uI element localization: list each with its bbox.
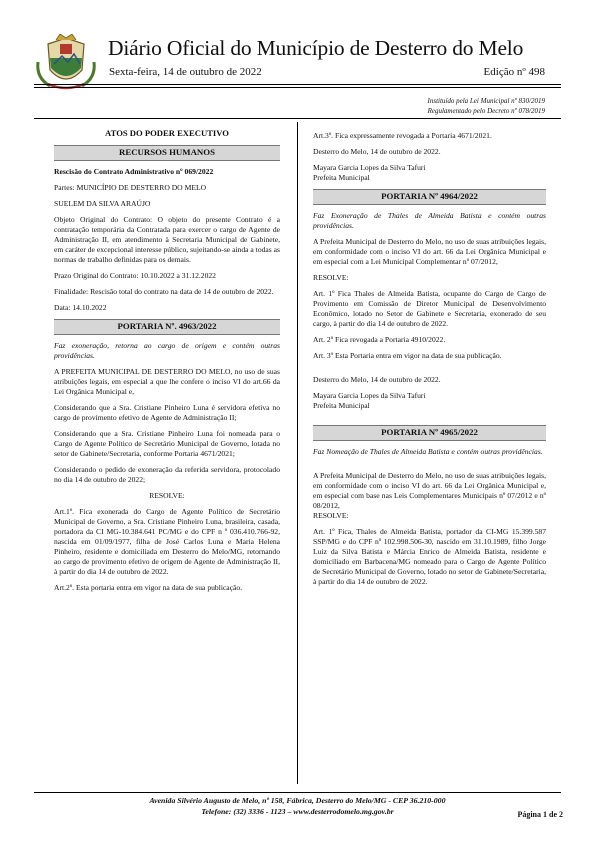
portaria-4965-title: PORTARIA Nº 4965/2022 bbox=[313, 425, 546, 441]
portaria-4964-ementa: Faz Exoneração de Thales de Almeida Batista e contém outras providências. bbox=[313, 210, 546, 230]
rescisao-title: Rescisão do Contrato Administrativo nº 069/2022 bbox=[54, 166, 214, 176]
rescisao-prazo: Prazo Original do Contrato: 10.10.2022 a 31.12.2022 bbox=[54, 271, 216, 281]
portaria-4963-art1: Art.1º. Fica exonerada do Cargo de Agente Político de Secretário Municipal de Governo, a Sra. Cristiane Pinheiro Luna, brasileira, casada, portadora da CI MG-10.384.641 PC/MG e do CPF n º 036.410.766-92, nascida em 01/09/1977, filha de José Carlos Luna e Maria Helena Pinheiro, residente e domiciliada em Desterro do Melo/MG, retornando ao cargo de provimento efetivo de origem de Agente de Administração II, à partir do dia 14 de outubro de 2022. bbox=[54, 506, 280, 577]
header-rule-thin bbox=[34, 87, 561, 88]
portaria-4963-art3: Art.3º. Fica expressamente revogada a Portaria 4671/2021. bbox=[313, 131, 492, 140]
signature-name-2: Mayara Garcia Lopes da Silva Tafuri bbox=[313, 390, 426, 400]
publication-date: Sexta-feira, 14 de outubro de 2022 bbox=[109, 66, 262, 78]
institution-line: Instituído pela Lei Municipal nº 830/2019 bbox=[427, 97, 545, 105]
portaria-4964-art2: Art. 2º Fica revogada a Portaria 4910/2022. bbox=[313, 334, 446, 344]
rescisao-finalidade: Finalidade: Rescisão total do contrato na data de 14 de outubro de 2022. bbox=[54, 287, 274, 297]
portaria-4965-resolve: RESOLVE: bbox=[313, 510, 349, 520]
right-column bbox=[313, 131, 546, 593]
portaria-4964-preamble: A Prefeita Municipal de Desterro do Melo, no uso de suas atribuições legais, em conformidade com o inciso VI do art. 66 da Lei Orgânica Municipal e em especial com a Lei Municipal Complementar nº 07/2012, bbox=[313, 236, 546, 266]
regulation-line: Regulamentado pelo Decreto nº 078/2019 bbox=[427, 107, 545, 115]
footer-rule bbox=[34, 792, 561, 793]
portaria-4964-art3: Art. 3º Esta Portaria entra em vigor na data de sua publicação. bbox=[313, 350, 502, 360]
portaria-4963-considerando-3: Considerando o pedido de exoneração da referida servidora, protocolado no dia 14 de outubro de 2022; bbox=[54, 464, 280, 484]
column-divider bbox=[297, 122, 298, 784]
portaria-4963-considerando-2: Considerando que a Sra. Cristiane Pinheiro Luna foi nomeada para o Cargo de Agente Político de Secretário Municipal de Governo, lotada no setor de Gabinete/Secretaria, conforme Portaria 4671/2021; bbox=[54, 428, 280, 458]
signature-role-2: Prefeita Municipal bbox=[313, 400, 370, 410]
section-heading-executive: ATOS DO PODER EXECUTIVO bbox=[105, 128, 229, 138]
portaria-4965-preamble: A Prefeita Municipal de Desterro do Melo, no uso de suas atribuições legais, em conformidade com o inciso VI do art. 66 da Lei Orgânica Municipal e, em especial com base nas Leis Complementares Municipais nº 07/2012 e nº 08/2012, bbox=[313, 470, 546, 510]
portaria-4964-resolve: RESOLVE: bbox=[313, 272, 349, 282]
rescisao-objeto: Objeto Original do Contrato: O objeto do presente Contrato é a contratação temporária da Contratada para exercer o cargo de Agente de Administração II, em atendimento à Secretaria Municipal de Gabinete, em caráter de excepcional interesse público, sujeitando-se ainda a todas as normas de trabalho definidas para os demais. bbox=[54, 215, 280, 265]
signature-date-1: Desterro do Melo, 14 de outubro de 2022. bbox=[313, 147, 441, 157]
rescisao-name: SUELEM DA SILVA ARAÚJO bbox=[54, 198, 151, 208]
signature-name-1: Mayara Garcia Lopes da Silva Tafuri bbox=[313, 163, 426, 173]
footer-address: Avenida Silvério Augusto de Melo, nº 158, Fábrica, Desterro do Melo/MG - CEP 36.210-000 bbox=[149, 796, 446, 805]
rescisao-partes: Partes: MUNICÍPIO DE DESTERRO DO MELO bbox=[54, 182, 207, 192]
left-column bbox=[54, 128, 280, 599]
portaria-4963-art2: Art.2º. Esta portaria entra em vigor na data de sua publicação. bbox=[54, 583, 243, 593]
portaria-4965-art1: Art. 1º Fica, Thales de Almeida Batista, portador da CI-MG 15.399.587 SSP/MG e do CPF nº 102.998.506-30, nascido em 31.10.1989, filho Jorge Luiz da Silva Batista e Márcia Enrico de Almeida Batista, residente e domiciliado em Barbacena/MG nomeado para o Cargo de Agente Político de Secretário Municipal de Governo, lotado no setor de Gabinete/Secretaria, à partir do dia 14 de outubro de 2022. bbox=[313, 526, 546, 586]
signature-date-2: Desterro do Melo, 14 de outubro de 2022. bbox=[313, 374, 441, 384]
portaria-4963-preamble: A PREFEITA MUNICIPAL DE DESTERRO DO MELO, no uso de suas atribuições legais, em especial a que lhe confere o inciso VI do art.66 da Lei Orgânica Municipal e, bbox=[54, 366, 280, 396]
rescisao-data: Data: 14.10.2022 bbox=[54, 303, 107, 313]
portaria-4963-title: PORTARIA Nº. 4963/2022 bbox=[54, 319, 280, 335]
signature-role-1: Prefeita Municipal bbox=[313, 173, 370, 183]
section-banner-hr: RECURSOS HUMANOS bbox=[54, 145, 280, 161]
page-number: Página 1 de 2 bbox=[517, 810, 563, 819]
footer bbox=[0, 796, 595, 817]
municipal-coat-of-arms-icon bbox=[34, 34, 98, 94]
portaria-4963-considerando-1: Considerando que a Sra. Cristiane Pinheiro Luna é servidora efetiva no cargo de provimento efetivo de Agente de Administração II; bbox=[54, 402, 280, 422]
portaria-4964-art1: Art. 1º Fica Thales de Almeida Batista, ocupante do Cargo de Cargo de Provimento em Comissão de Diretor Municipal de Desenvolvimento Econômico, lotado no Setor de Gabinete e Secretaria, exonerado de seu cargo, à partir do dia 14 de outubro de 2022. bbox=[313, 288, 546, 328]
portaria-4963-resolve: RESOLVE: bbox=[149, 490, 185, 500]
footer-contact: Telefone: (32) 3336 - 1123 – www.desterrodomelo.mg.gov.br bbox=[201, 806, 394, 816]
portaria-4963-ementa: Faz exoneração, retorna ao cargo de origem e contém outras providências. bbox=[54, 340, 280, 360]
edition-number: Edição nº 498 bbox=[483, 66, 545, 78]
header-rule bbox=[34, 84, 561, 85]
portaria-4964-title: PORTARIA Nº 4964/2022 bbox=[313, 189, 546, 205]
publication-title: Diário Oficial do Município de Desterro do Melo bbox=[108, 36, 524, 60]
portaria-4965-ementa: Faz Nomeação de Thales de Almeida Batista e contém outras providências. bbox=[313, 446, 543, 456]
subheader-rule bbox=[34, 118, 561, 119]
